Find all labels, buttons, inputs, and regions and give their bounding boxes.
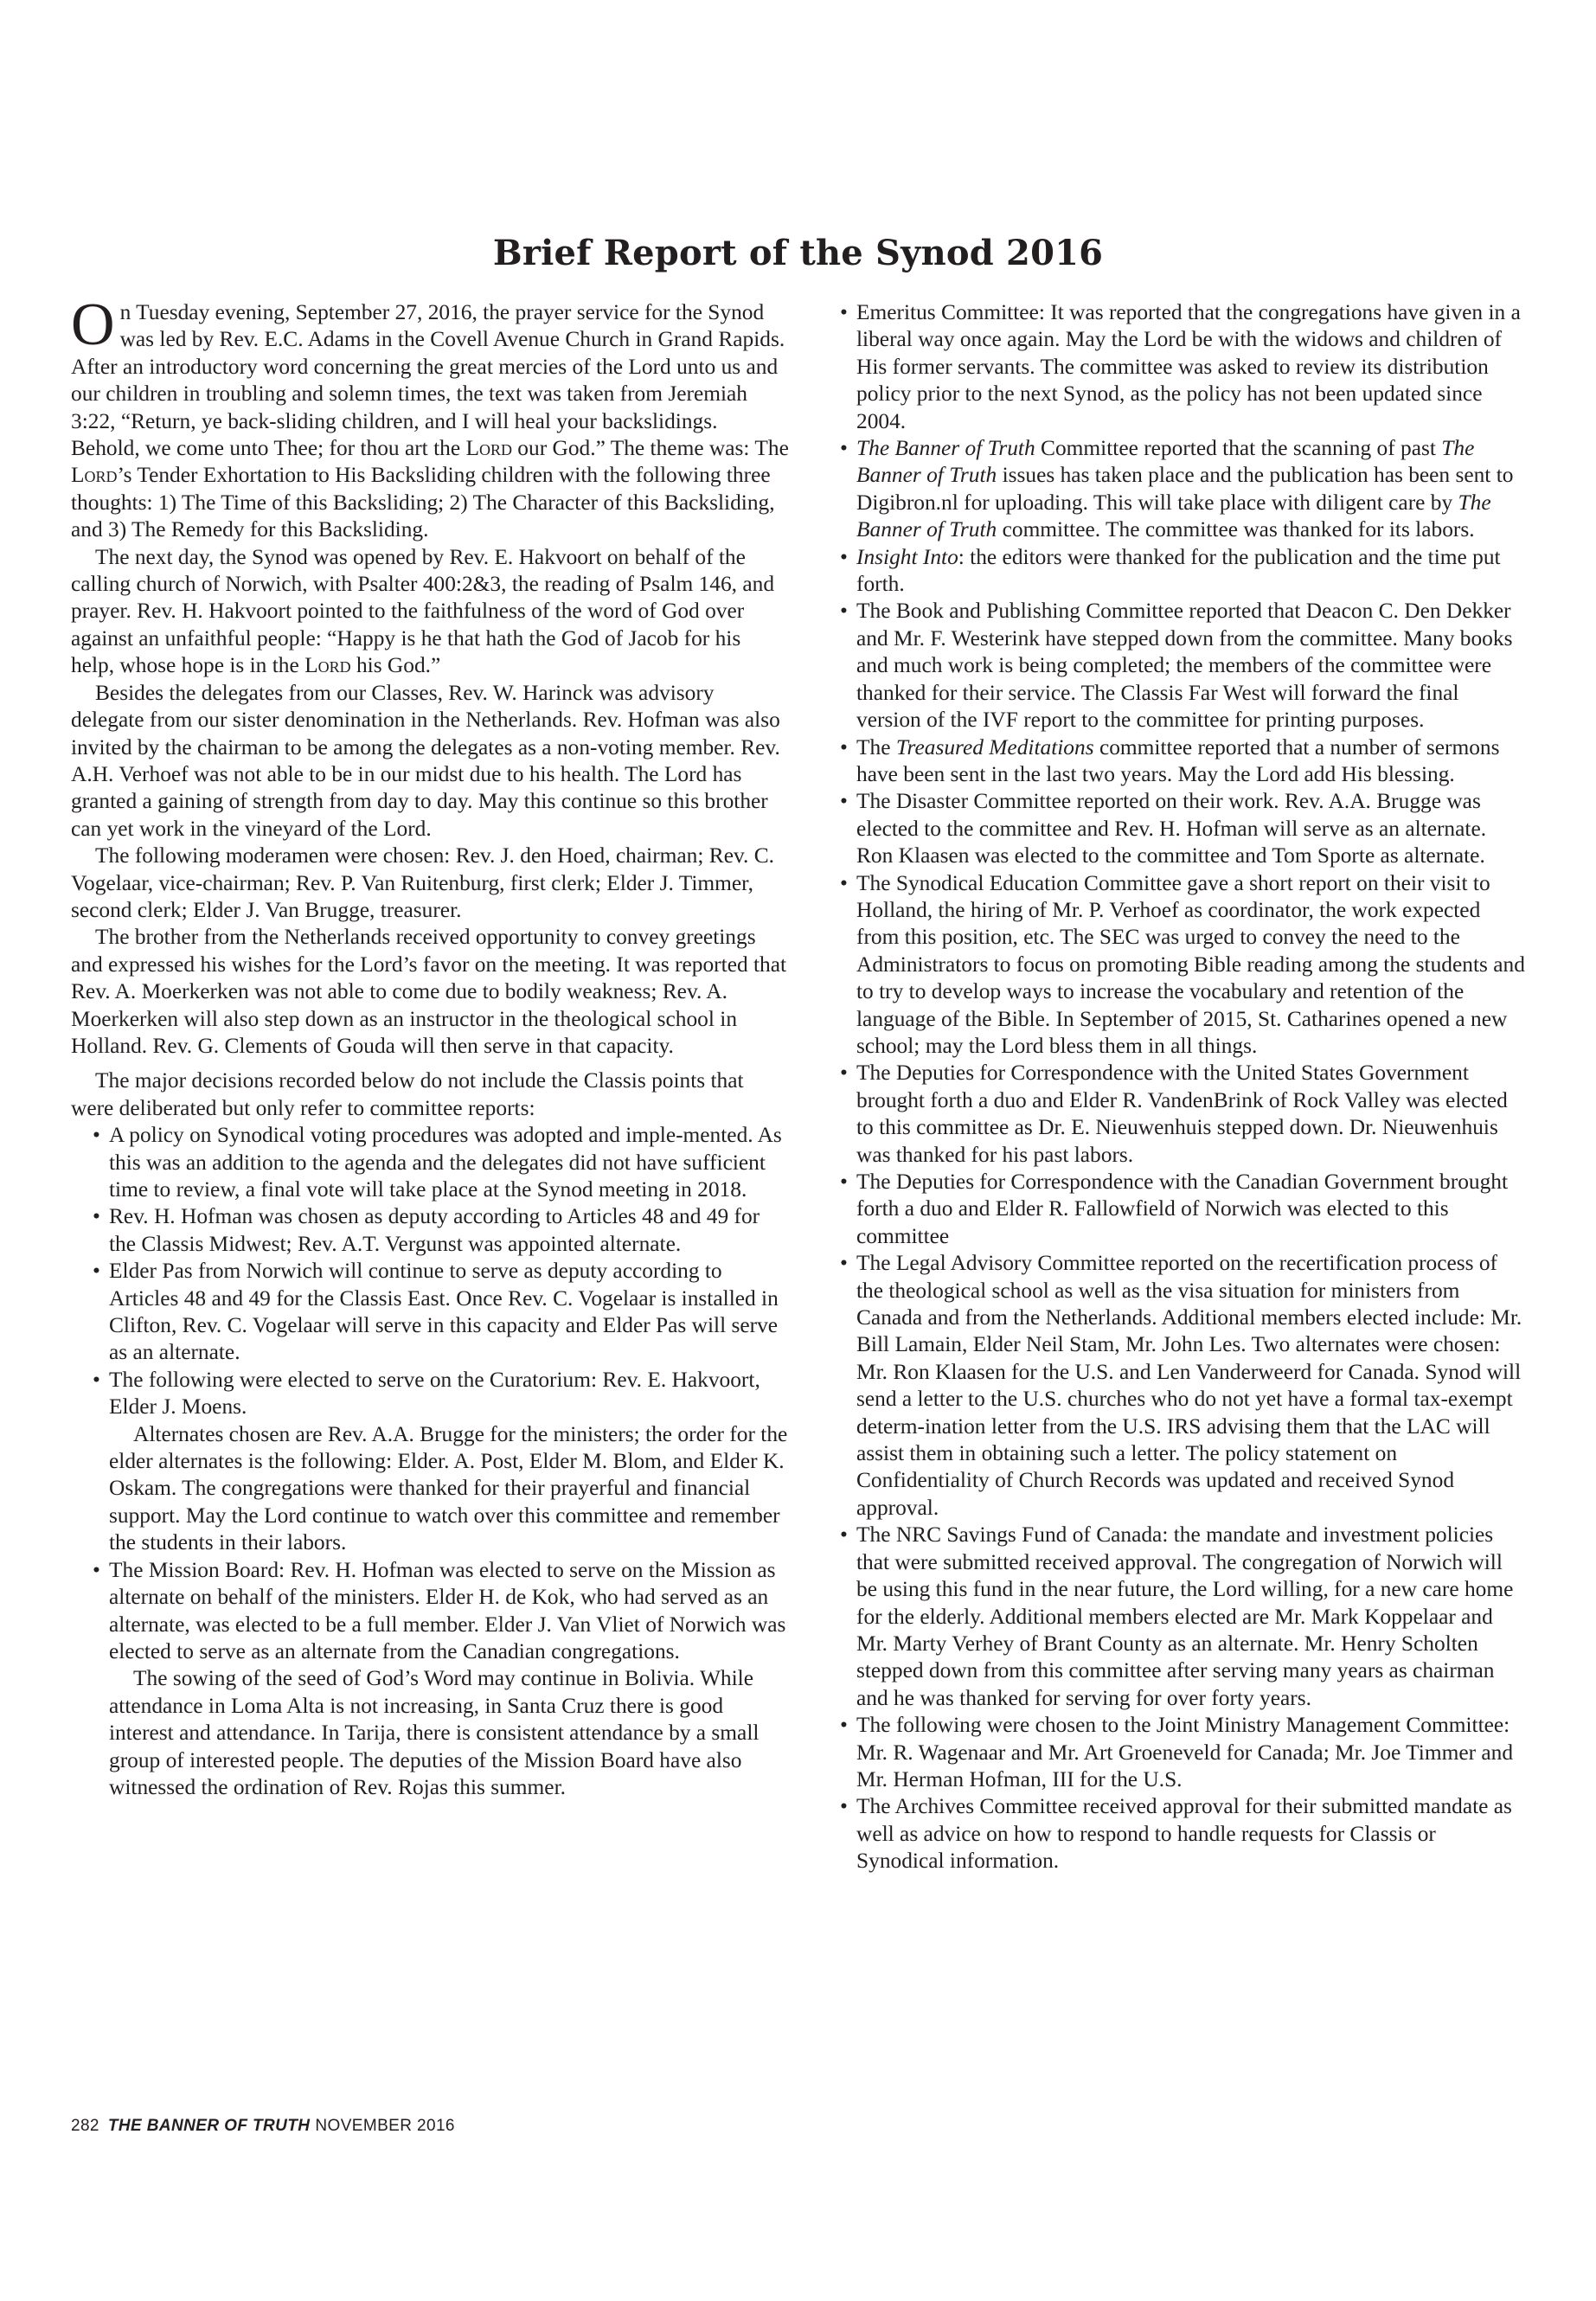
paragraph: The next day, the Synod was opened by Rev. E. Hakvoort on behalf of the calling church of Norwich, with Psalter 400:2&3, the reading of Psalm 146, and prayer. Rev. H. Hakvoort pointed to the faithfulness of the word of God over against an unfaithful people: “Happy is he that hath the God of Jacob for his help, whose hope is in the Lord his God.” [71,544,775,678]
decisions-list [90,1122,789,1420]
list-item: • The Deputies for Correspondence with the Canadian Government brought forth a duo and Elder R. Fallowfield of Norwich was elected to this committee [840,1170,1509,1248]
list-item: • The following were elected to serve on the Curatorium: Rev. E. Hakvoort, Elder J. Moens. [93,1367,760,1420]
list-item: • The Synodical Education Committee gave a short report on their visit to Holland, the hiring of Mr. P. Verhoef as coordinator, the work expected from this position, etc. The SEC was urged to convey the need to the Administrators to focus on promoting Bible reading among the students and to try to develop ways to increase the vocabulary and retention of the language of the Bible. In September of 2015, St. Catharines opened a new school; may the Lord bless them in all things. [840,870,1525,1058]
list-item: • The NRC Savings Fund of Canada: the mandate and investment policies that were submitted received approval. The congregation of Norwich will be using this fund in the near future, the Lord willing, for a new care home for the elderly. Additional members elected are Mr. Mark Koppelaar and Mr. Marty Verhey of Brant County as an alternate. Mr. Henry Scholten stepped down from this committee after serving many years as chairman and he was thanked for serving for over forty years. [840,1522,1514,1710]
list-item: • Emeritus Committee: It was reported that the congregations have given in a liberal way once again. May the Lord be with the widows and children of His former servants. The committee was asked to review its distribution policy prior to the next Synod, as the policy has not been updated since 2004. [840,300,1521,433]
list-item: • The Mission Board: Rev. H. Hofman was elected to serve on the Mission as alternate on behalf of the ministers. Elder H. de Kok, who had served as an alternate, was elected to be a full member. Elder J. Van Vliet of Norwich was elected to serve as an alternate from the Canadian congregations. [93,1557,786,1663]
small-caps-lord: Lord [304,653,351,678]
decisions-list-cont [90,1557,789,1666]
list-continuation: The sowing of the seed of God’s Word may continue in Bolivia. While attendance in Loma Alta is not increasing, in Santa Cruz there is good interest and attendance. In Tarija, there is consistent attendance by a small group of interested people. The deputies of the Mission Board have also witnessed the ordination of Rev. Rojas this summer. [109,1666,760,1799]
drop-cap: O [71,292,115,358]
paragraph: The following moderamen were chosen: Rev. J. den Hoed, chairman; Rev. C. Vogelaar, vice-chairman; Rev. P. Van Ruitenburg, first clerk; Elder J. Timmer, second clerk; Elder J. Van Brugge, treasurer. [71,843,775,922]
list-item: • The Banner of Truth Committee reported that the scanning of past The Banner of Truth issues has taken place and the publication has been sent to Digibron.nl for uploading. This will take place with diligent care by The Banner of Truth committee. The committee was thanked for its labors. [840,436,1514,542]
list-item: • The Archives Committee received approval for their submitted mandate as well as advice on how to respond to handle requests for Classis or Synodical information. [840,1794,1512,1874]
list-item: • The following were chosen to the Joint Ministry Management Committee: Mr. R. Wagenaar and Mr. Art Groeneveld for Canada; Mr. Joe Timmer and Mr. Herman Hofman, III for the U.S. [840,1713,1514,1791]
list-item: • Insight Into: the editors were thanked for the publication and the time put forth. [840,544,1501,597]
small-caps-lord: Lord [71,463,118,488]
right-column [837,299,1526,1875]
list-continuation: Alternates chosen are Rev. A.A. Brugge for the ministers; the order for the elder alternates is the following: Elder. A. Post, Elder M. Blom, and Elder K. Oskam. The congregations were thanked for their prayerful and financial support. May the Lord continue to watch over this committee and remember the students in their labors. [109,1421,788,1555]
page-number: 282 [71,2117,99,2135]
list-item: • The Deputies for Correspondence with the United States Government brought forth a duo and Elder R. VandenBrink of Rock Valley was elected to this committee as Dr. E. Nieuwenhuis stepped down. Dr. Nieuwenhuis was thanked for his past labors. [840,1061,1508,1167]
small-caps-lord: Lord [465,436,512,461]
paragraph: The major decisions recorded below do not include the Classis points that were deliberated but only refer to committee reports: [71,1068,744,1120]
page-footer [71,2117,455,2136]
list-item: • Elder Pas from Norwich will continue to serve as deputy according to Articles 48 and 49 for the Classis East. Once Rev. C. Vogelaar is installed in Clifton, Rev. C. Vogelaar will serve in this capacity and Elder Pas will serve as an alternate. [93,1259,779,1365]
list-item: • The Disaster Committee reported on their work. Rev. A.A. Brugge was elected to the committee and Rev. H. Hofman will serve as an alternate. Ron Klaasen was elected to the committee and Tom Sporte as alternate. [840,789,1487,868]
paragraph: The brother from the Netherlands received opportunity to convey greetings and expressed his wishes for the Lord’s favor on the meeting. It was reported that Rev. A. Moerkerken was not able to come due to bodily weakness; Rev. A. Moerkerken will also step down as an instructor in the theological school in Holland. Rev. G. Clements of Gouda will then serve in that capacity. [71,925,787,1058]
committee-list [837,299,1526,1875]
page-title: Brief Report of the Synod 2016 [492,232,1104,273]
list-item: • The Legal Advisory Committee reported on the recertification process of the theological school as well as the visa situation for ministers from Canada and from the Netherlands. Additional members elected include: Mr. Bill Lamain, Elder Neil Stam, Mr. John Les. Two alternates were chosen: Mr. Ron Klaasen for the U.S. and Len Vanderweerd for Canada. Synod will send a letter to the U.S. churches who do not yet have a formal tax-exempt determ-ination letter from the U.S. IRS advising them that the LAC will assist them in obtaining such a letter. The policy statement on Confidentiality of Church Records was updated and received Synod approval. [840,1251,1522,1520]
list-item: • A policy on Synodical voting procedures was adopted and imple-mented. As this was an addition to the agenda and the delegates did not have sufficient time to review, a final vote will take place at the Synod meeting in 2018. [93,1123,782,1202]
paragraph: Besides the delegates from our Classes, Rev. W. Harinck was advisory delegate from our sister denomination in the Netherlands. Rev. Hofman was also invited by the chairman to be among the delegates as a non-voting member. Rev. A.H. Verhoef was not able to be in our midst due to his health. The Lord has granted a gaining of strength from day to day. May this continue so this brother can yet work in the vineyard of the Lord. [71,680,780,841]
list-item: • The Book and Publishing Committee reported that Deacon C. Den Dekker and Mr. F. Westerink have stepped down from the committee. Many books and much work is being completed; the members of the committee were thanked for their service. The Classis Far West will forward the final version of the IVF report to the committee for printing purposes. [840,599,1513,733]
list-item: • The Treasured Meditations committee reported that a number of sermons have been sent in the last two years. May the Lord add His blessing. [840,734,1500,786]
issue-date: NOVEMBER 2016 [315,2117,455,2135]
publication-name: THE BANNER OF TRUTH [107,2117,311,2135]
opening-paragraph: On Tuesday evening, September 27, 2016, the prayer service for the Synod was led by Rev. E.C. Adams in the Covell Avenue Church in Grand Rapids. After an introductory word concerning the great mercies of the Lord unto us and our children in troubling and solemn times, the text was taken from Jeremiah 3:22, “Return, ye back-sliding children, and I will heal your backslidings. Behold, we come unto Thee; for thou art the Lord our God.” The theme was: The Lord’s Tender Exhortation to His Backsliding children with the following three thoughts: 1) The Time of this Backsliding; 2) The Character of this Backsliding, and 3) The Remedy for this Backsliding. [71,292,789,542]
left-column [71,292,789,1801]
list-item: • Rev. H. Hofman was chosen as deputy according to Articles 48 and 49 for the Classis Midwest; Rev. A.T. Vergunst was appointed alternate. [93,1204,760,1256]
